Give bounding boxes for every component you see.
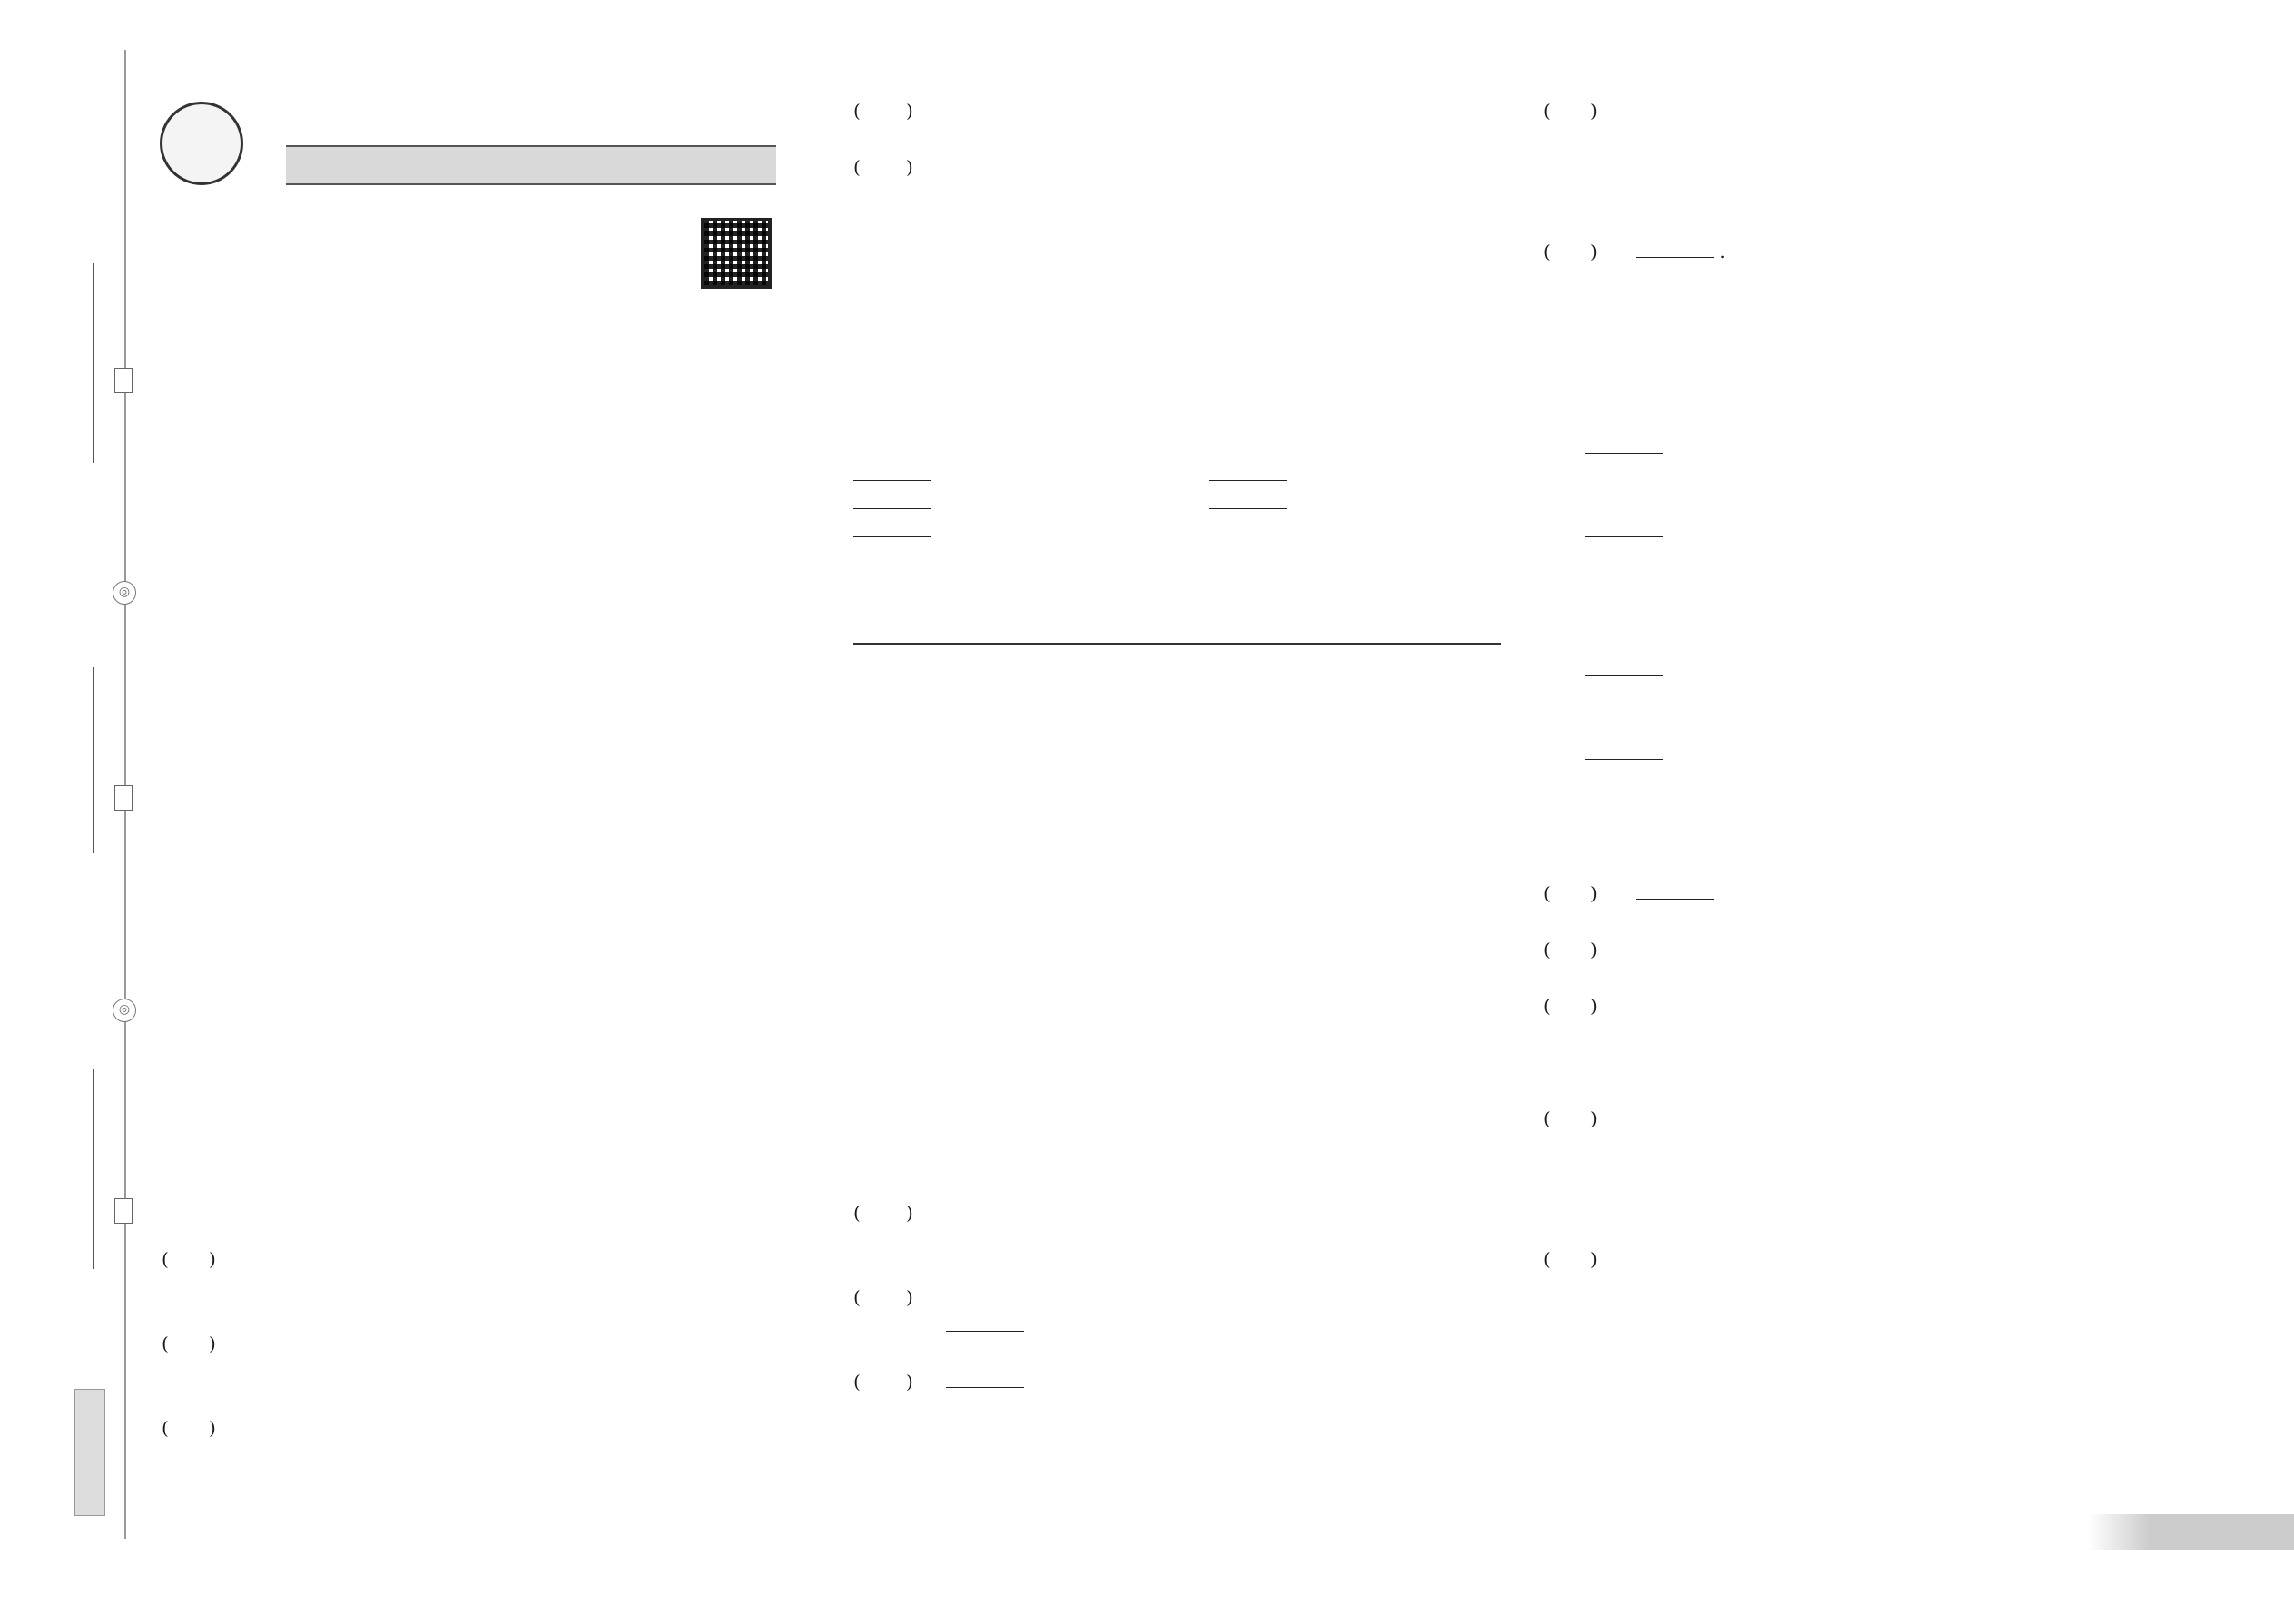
passage-b-p1: [1543, 350, 2192, 434]
passage-b-p5: [1543, 768, 2192, 851]
section3-intro-1: [162, 1161, 811, 1189]
passage-c-label: [1543, 1330, 2192, 1358]
seal-mark-seal: [114, 785, 133, 811]
question-13-options: [162, 1442, 811, 1471]
name-line: [93, 1069, 94, 1269]
section3-intro-2: [162, 1189, 811, 1217]
passage-b-subtitle-1: [1543, 434, 2192, 462]
question-26[interactable]: ( ): [1543, 880, 2192, 908]
section3-dialogue1: [162, 1217, 811, 1245]
question-11-options: [162, 1274, 811, 1302]
footer-badge-bg: [2088, 1514, 2294, 1550]
punch-hole-icon: ◎: [113, 581, 136, 605]
question-28-options: [1543, 1077, 2192, 1105]
question-25[interactable]: ( ) .: [1543, 238, 2192, 266]
reading-heading: [853, 546, 1502, 574]
question-30-options-1: [1543, 1274, 2192, 1302]
shop-ads-table: [853, 643, 1501, 645]
question-29-d: [1543, 1217, 2192, 1245]
section4-pictures: [871, 343, 1489, 456]
question-21-cont: [853, 1227, 1502, 1255]
question-27[interactable]: ( ): [1543, 939, 1598, 960]
question-13-options-2: [162, 1471, 811, 1499]
question-26-options: [1543, 908, 2192, 936]
question-22[interactable]: ( ): [853, 1286, 913, 1308]
passage-b-p3: [1543, 546, 2192, 656]
qr-code[interactable]: [701, 218, 772, 289]
question-23-options-2: [853, 1452, 1502, 1481]
question-28-titles-1: [1543, 1020, 2192, 1048]
question-25-options-2: [1543, 294, 2192, 322]
question-28-titles-2: [1543, 1048, 2192, 1077]
passage-a-task: [853, 1171, 1502, 1199]
exam-title: [286, 145, 776, 185]
question-16-17[interactable]: [853, 461, 1502, 489]
question-12[interactable]: ( ): [162, 1333, 216, 1354]
reading-intro: [853, 574, 1502, 602]
question-15[interactable]: ( ): [853, 156, 913, 178]
question-23-options-1: [853, 1424, 1502, 1452]
section3-dialogue2: [162, 1386, 811, 1414]
school-line: [93, 263, 94, 463]
question-29-a: [1543, 1133, 2192, 1161]
question-11-options-2: [162, 1302, 811, 1330]
question-11[interactable]: ( ): [162, 1248, 216, 1270]
passage-c-p1: [1543, 1358, 2192, 1386]
listening-heading: [162, 290, 811, 319]
section2-intro: [162, 792, 811, 848]
question-15-option-b: [853, 210, 1502, 238]
question-24-b: [1543, 153, 2192, 182]
question-23-cont: [853, 1396, 1502, 1424]
section1-picture-questions: [162, 372, 811, 772]
question-15-option-c: [853, 238, 1502, 266]
question-22-options: [853, 1340, 1502, 1368]
question-20[interactable]: [853, 517, 1502, 546]
question-24[interactable]: ( ): [1543, 100, 1598, 122]
seal-mark-line: [114, 368, 133, 393]
question-25-options-1: [1543, 266, 2192, 294]
edition-badge: [74, 1389, 105, 1516]
section1-intro: [162, 319, 811, 375]
question-14-options: [853, 125, 1502, 153]
question-30[interactable]: ( ): [1543, 1245, 2192, 1274]
question-12-options: [162, 1358, 811, 1386]
question-13[interactable]: ( ): [162, 1417, 216, 1439]
question-24-c: [1543, 182, 2192, 210]
question-21[interactable]: ( ): [853, 1202, 913, 1224]
question-24-a: [1543, 125, 2192, 153]
question-29-b: [1543, 1161, 2192, 1189]
passage-b-subtitle-2: [1543, 517, 2192, 546]
brand-logo: [160, 102, 243, 185]
punch-hole-icon: ◎: [113, 999, 136, 1022]
question-27-options: [1543, 964, 2192, 992]
question-18-19[interactable]: [853, 489, 1502, 517]
passage-b-p2: [1543, 462, 2192, 517]
passage-b-subtitle-4: [1543, 740, 2192, 768]
passage-b-task: [1543, 851, 2192, 880]
question-29[interactable]: ( ): [1543, 1107, 1598, 1129]
class-line: [93, 667, 94, 853]
passage-b-subtitle-3: [1543, 656, 2192, 684]
question-15-option-a: [853, 182, 1502, 210]
question-22-cont: [853, 1312, 1502, 1340]
question-23[interactable]: ( ): [853, 1368, 1502, 1396]
seal-mark-secret: [114, 1198, 133, 1224]
question-14[interactable]: ( ): [853, 100, 913, 122]
question-28[interactable]: ( ): [1543, 995, 1598, 1017]
passage-a-label: [853, 602, 1502, 630]
section4-intro: [853, 266, 1502, 322]
question-29-c: [1543, 1189, 2192, 1217]
question-30-options-2: [1543, 1302, 2192, 1330]
passage-b-p4: [1543, 684, 2192, 740]
passage-b-label: [1543, 322, 2192, 350]
question-24-d: [1543, 210, 2192, 238]
question-21-options: [853, 1255, 1502, 1284]
